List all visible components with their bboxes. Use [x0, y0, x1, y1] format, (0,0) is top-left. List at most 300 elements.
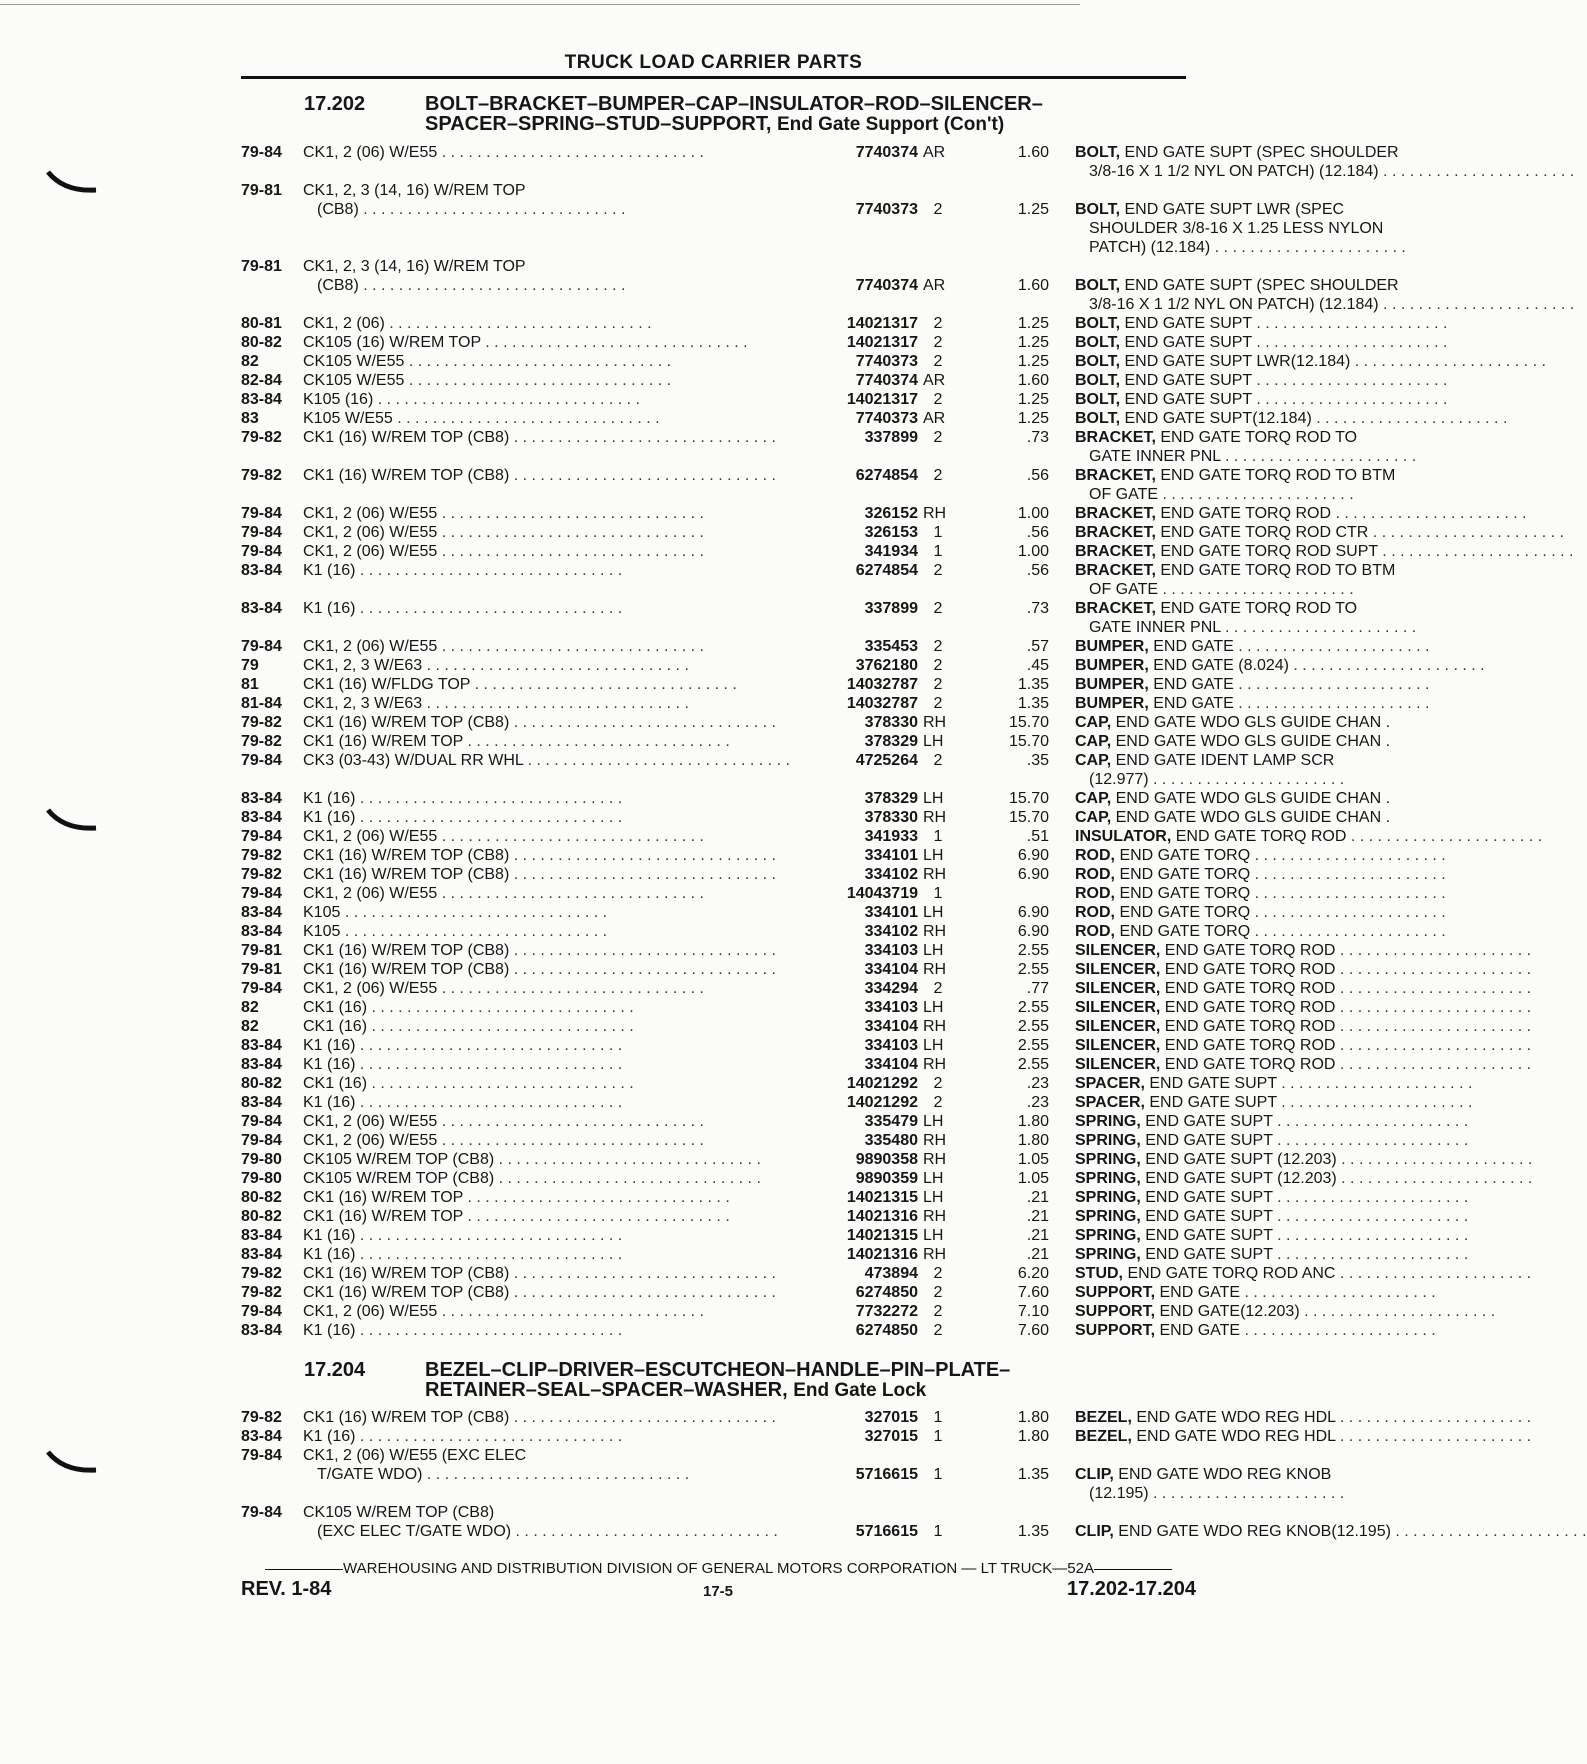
- row-quantity: LH: [923, 1227, 944, 1244]
- description-text: 3/8-16 X 1 1/2 NYL ON PATCH) (12.184): [1089, 163, 1379, 180]
- row-quantity: RH: [923, 714, 947, 731]
- description-text: END GATE WDO REG HDL: [1131, 1409, 1336, 1426]
- row-price: 1.25: [1017, 315, 1049, 332]
- row-part-number: 334102: [803, 922, 918, 941]
- leader-dots: . . . . . . . . . . . . . . . . . . . . . . . . . . . . . .: [437, 1113, 704, 1130]
- row-description: [1075, 143, 1575, 181]
- description-text: END GATE TORQ: [1115, 923, 1251, 940]
- row-part-number: 7740373: [803, 200, 918, 219]
- model-text: CK1 (16) W/REM TOP (CB8): [303, 1284, 510, 1301]
- row-quantity: AR: [923, 144, 946, 161]
- leader-dots: . . . . . . . . . . . . . . . . . . . . . . . . . . . . . .: [509, 961, 776, 978]
- row-description: [1075, 1522, 1587, 1541]
- leader-dots: . . . . . . . . . . . . . . . . . . . . . .: [1335, 1409, 1532, 1426]
- leader-dots: . . . . . . . . . . . . . . . . . . . . . .: [1378, 296, 1575, 313]
- row-model: [303, 789, 807, 808]
- description-keyword: INSULATOR,: [1075, 828, 1172, 845]
- description-text: END GATE TORQ ROD: [1160, 1037, 1336, 1054]
- row-part-number: 378330: [803, 808, 918, 827]
- row-description: [1075, 1093, 1473, 1112]
- row-model: [303, 1321, 807, 1340]
- leader-dots: . . . . . . . . . . . . . . . . . . . . . . . . . . . . . .: [355, 1094, 623, 1111]
- row-year: 79-82: [241, 847, 282, 864]
- row-year: 79-82: [241, 866, 282, 883]
- leader-dots: . . . . . . . . . . . . . . . . . . . . . . . . . . . . . .: [523, 752, 790, 769]
- row-model: [303, 903, 807, 922]
- leader-dots: . . . . . . . . . . . . . . . . . . . . . . . . . . . . . .: [422, 657, 689, 674]
- model-text: (EXC ELEC T/GATE WDO): [317, 1523, 512, 1540]
- row-quantity: 2: [933, 334, 943, 351]
- model-text: CK1 (16) W/REM TOP (CB8): [303, 942, 510, 959]
- row-model: [303, 1017, 807, 1036]
- description-text: END GATE: [1155, 1322, 1241, 1339]
- row-year: 79-82: [241, 1265, 282, 1282]
- leader-dots: . . . . . . . . . . . . . . . . . . . . . .: [1336, 1151, 1533, 1168]
- row-quantity: RH: [923, 1132, 947, 1149]
- row-model: [303, 466, 807, 485]
- leader-dots: . . . . . . . . . . . . . . . . . . . . . .: [1276, 1075, 1473, 1092]
- row-description: [1075, 1264, 1532, 1283]
- row-year: 79: [241, 657, 259, 674]
- description-text: END GATE TORQ ROD ANC: [1123, 1265, 1336, 1282]
- model-text: CK1 (16) W/REM TOP (CB8): [303, 714, 510, 731]
- description-text: END GATE SUPT: [1140, 1113, 1273, 1130]
- row-model: [303, 1131, 807, 1150]
- model-text: CK1 (16): [303, 1075, 368, 1092]
- row-price: .23: [1026, 1075, 1049, 1092]
- description-text: END GATE SUPT: [1120, 315, 1252, 332]
- row-description: [1075, 1017, 1532, 1036]
- row-year: 83-84: [241, 600, 282, 617]
- row-quantity: 2: [933, 657, 943, 674]
- row-quantity: LH: [923, 1189, 944, 1206]
- row-description: [1075, 200, 1433, 257]
- footer-revision: REV. 1-84: [241, 1578, 332, 1600]
- row-part-number: 14021315: [803, 1188, 918, 1207]
- leader-dots: . . . . . . . . . . . . . . . . . . . . . .: [1331, 505, 1527, 522]
- row-quantity: RH: [923, 809, 947, 826]
- leader-dots: . . . . . . . . . . . . . . . . . . . . . . . . . . . . . .: [355, 1322, 623, 1339]
- row-year: 79-81: [241, 961, 282, 978]
- description-keyword: ROD,: [1075, 885, 1115, 902]
- leader-dots: . . . . . . . . . . . . . . . . . . . . . . . . . . . . . .: [340, 904, 608, 921]
- row-quantity: RH: [923, 1246, 947, 1263]
- row-part-number: 335479: [803, 1112, 918, 1131]
- footer-division-text: WAREHOUSING AND DISTRIBUTION DIVISION OF GENERAL MOTORS CORPORATION — LT TRUCK—52A: [343, 1560, 1094, 1577]
- row-price: .21: [1026, 1189, 1049, 1206]
- table-row: [241, 1226, 1469, 1245]
- leader-dots: . . . . . . . . . . . . . . . . . . . . . . . . . . . . . .: [355, 790, 623, 807]
- description-text: END GATE TORQ ROD: [1155, 505, 1332, 522]
- row-year: 79-81: [241, 258, 282, 275]
- row-quantity: LH: [923, 1113, 944, 1130]
- row-description: [1075, 846, 1446, 865]
- model-text: CK1, 2 (06) W/E55: [303, 144, 438, 161]
- row-price: .21: [1026, 1227, 1049, 1244]
- row-model: [303, 1112, 807, 1131]
- table-row: [241, 1188, 1469, 1207]
- model-text: K1 (16): [303, 1227, 356, 1244]
- row-description: [1075, 884, 1446, 903]
- leader-dots: . . . . . . . . . . . . . . . . . . . . . . . . . . . . . .: [404, 353, 672, 370]
- row-price: .51: [1026, 828, 1049, 845]
- row-description: [1075, 466, 1433, 504]
- description-keyword: SPRING,: [1075, 1208, 1141, 1225]
- row-quantity: RH: [923, 923, 947, 940]
- table-row: [241, 1503, 1587, 1541]
- description-keyword: BOLT,: [1075, 277, 1121, 294]
- row-description: [1075, 941, 1532, 960]
- model-text: K1 (16): [303, 1037, 356, 1054]
- description-text: END GATE SUPT (12.203): [1140, 1151, 1337, 1168]
- row-description: [1075, 827, 1543, 846]
- section-number: 17.204: [304, 1359, 366, 1381]
- row-part-number: 334104: [803, 960, 918, 979]
- model-text: CK1, 2, 3 (14, 16) W/REM TOP: [303, 258, 526, 275]
- leader-dots: . . . . . . . . . . . . . . . . . . . . . . . . . . . . . .: [509, 942, 776, 959]
- row-year: 83-84: [241, 790, 282, 807]
- row-model: [303, 1503, 807, 1541]
- row-year: 79-84: [241, 828, 282, 845]
- section-title-line2: RETAINER–SEAL–SPACER–WASHER,: [425, 1379, 788, 1401]
- leader-dots: . . . . . . . . . . . . . . . . . . . . . . . . . . . . . .: [355, 1037, 623, 1054]
- row-quantity: 1: [933, 1409, 943, 1426]
- description-keyword: SUPPORT,: [1075, 1322, 1156, 1339]
- row-year: 82-84: [241, 372, 282, 389]
- row-year: 79-84: [241, 1132, 282, 1149]
- row-description: [1075, 1150, 1533, 1169]
- table-row: [241, 257, 1575, 313]
- row-price: 1.60: [1017, 372, 1049, 389]
- leader-dots: . . . . . . . . . . . . . . . . . . . . . .: [1210, 239, 1406, 256]
- leader-dots: . . . . . . . . . . . . . . . . . . . . . .: [1251, 315, 1448, 332]
- row-model: [303, 1074, 807, 1093]
- row-model: [303, 1427, 807, 1446]
- row-year: 83-84: [241, 1428, 282, 1445]
- description-text: END GATE TORQ ROD TO: [1155, 429, 1358, 446]
- row-price: 1.25: [1017, 410, 1049, 427]
- binder-hole-icon: [44, 1448, 100, 1478]
- row-year: 83-84: [241, 1094, 282, 1111]
- leader-dots: . . . . . . . . . . . . . . . . . . . . . .: [1272, 1227, 1469, 1244]
- table-row: [241, 561, 1396, 599]
- row-part-number: 327015: [803, 1427, 918, 1446]
- row-year: 79-84: [241, 1447, 282, 1464]
- row-part-number: 326153: [803, 523, 918, 542]
- description-keyword: BOLT,: [1075, 391, 1121, 408]
- row-quantity: 1: [933, 524, 943, 541]
- row-price: .35: [1026, 752, 1049, 769]
- leader-dots: . . . . . . . . . . . . . . . . . . . . . . . . . . . . . .: [470, 676, 737, 693]
- row-year: 83-84: [241, 1037, 282, 1054]
- row-description: [1075, 694, 1433, 713]
- row-quantity: RH: [923, 505, 947, 522]
- row-quantity: 2: [933, 752, 943, 769]
- description-text: END GATE: [1148, 638, 1234, 655]
- row-part-number: 7740374: [803, 276, 918, 295]
- row-price: 1.05: [1017, 1151, 1049, 1168]
- description-keyword: CLIP,: [1075, 1523, 1114, 1540]
- row-description: [1075, 1188, 1469, 1207]
- description-keyword: CAP,: [1075, 733, 1112, 750]
- row-part-number: 335453: [803, 637, 918, 656]
- row-description: [1075, 675, 1433, 694]
- row-part-number: 14021315: [803, 1226, 918, 1245]
- description-keyword: SILENCER,: [1075, 961, 1161, 978]
- model-text: (CB8): [317, 277, 359, 294]
- row-model: [303, 561, 807, 580]
- leader-dots: . . . . . . . . . . . . . . . . . . . . . . . . . . . . . .: [367, 1075, 634, 1092]
- leader-dots: . . . . . . . . . . . . . . . . . . . . . . . . . . . . . .: [355, 1246, 623, 1263]
- row-description: [1075, 960, 1532, 979]
- row-price: 1.35: [1017, 695, 1049, 712]
- row-year: 79-82: [241, 1409, 282, 1426]
- row-year: 79-82: [241, 1284, 282, 1301]
- description-keyword: BOLT,: [1075, 353, 1121, 370]
- row-price: 1.35: [1017, 1523, 1049, 1540]
- description-text: END GATE SUPT (SPEC SHOULDER: [1120, 277, 1399, 294]
- row-quantity: 1: [933, 1523, 943, 1540]
- row-quantity: RH: [923, 1151, 947, 1168]
- table-row: [241, 1169, 1533, 1188]
- row-model: [303, 1245, 807, 1264]
- description-keyword: SPRING,: [1075, 1132, 1141, 1149]
- table-row: [241, 998, 1532, 1017]
- model-text: CK1, 2, 3 W/E63: [303, 657, 423, 674]
- description-text: END GATE TORQ ROD: [1160, 1056, 1336, 1073]
- table-row: [241, 333, 1448, 352]
- leader-dots: . . . . . . . . . . . . . . . . . . . . . . . . . . . . . .: [509, 1284, 776, 1301]
- description-keyword: BOLT,: [1075, 144, 1121, 161]
- leader-dots: . . . . . . . . . . . . . . . . . . . . . . . . . . . . . .: [404, 372, 672, 389]
- model-text: CK1 (16) W/REM TOP (CB8): [303, 429, 510, 446]
- description-text: GATE INNER PNL: [1089, 448, 1221, 465]
- row-price: 1.60: [1017, 144, 1049, 161]
- row-model: [303, 1302, 807, 1321]
- leader-dots: . . . . . . . . . . . . . . . . . . . . . . . . . . . . . .: [355, 809, 623, 826]
- row-price: 15.70: [1008, 809, 1049, 826]
- leader-dots: . . . . . . . . . . . . . . . . . . . . . . . . . . . . . .: [367, 1018, 634, 1035]
- row-quantity: LH: [923, 1170, 944, 1187]
- description-text: END GATE TORQ ROD CTR: [1155, 524, 1369, 541]
- row-price: .56: [1026, 524, 1049, 541]
- description-text: END GATE: [1148, 695, 1234, 712]
- row-price: .77: [1026, 980, 1049, 997]
- description-text: END GATE SUPT: [1120, 334, 1252, 351]
- description-keyword: BUMPER,: [1075, 657, 1149, 674]
- row-model: [303, 827, 807, 846]
- row-description: [1075, 979, 1532, 998]
- row-year: 83-84: [241, 904, 282, 921]
- description-text: END GATE WDO GLS GUIDE CHAN .: [1111, 790, 1391, 807]
- table-row: [241, 466, 1396, 504]
- row-model: [303, 428, 807, 447]
- table-row: [241, 523, 1564, 542]
- model-text: K1 (16): [303, 1094, 356, 1111]
- row-year: 80-82: [241, 334, 282, 351]
- table-row: [241, 181, 1406, 256]
- description-text: END GATE TORQ ROD: [1160, 980, 1336, 997]
- row-description: [1075, 1074, 1473, 1093]
- row-price: 1.25: [1017, 334, 1049, 351]
- table-row: [241, 960, 1532, 979]
- row-year: 79-84: [241, 543, 282, 560]
- row-part-number: 378330: [803, 713, 918, 732]
- leader-dots: . . . . . . . . . . . . . . . . . . . . . . . . . . . . . .: [340, 923, 608, 940]
- row-description: [1075, 903, 1446, 922]
- description-keyword: SPACER,: [1075, 1094, 1145, 1111]
- row-year: 79-84: [241, 1504, 282, 1521]
- row-price: 6.90: [1017, 904, 1049, 921]
- model-text: CK1, 2, 3 (14, 16) W/REM TOP: [303, 182, 526, 199]
- row-part-number: 9890358: [803, 1150, 918, 1169]
- table-row: [241, 428, 1417, 466]
- table-row: [241, 1427, 1532, 1446]
- leader-dots: . . . . . . . . . . . . . . . . . . . . . . . . . . . . . .: [463, 1189, 730, 1206]
- leader-dots: . . . . . . . . . . . . . . . . . . . . . . . . . . . . . .: [494, 1170, 761, 1187]
- row-description: [1075, 637, 1433, 656]
- description-keyword: CAP,: [1075, 790, 1112, 807]
- leader-dots: . . . . . . . . . . . . . . . . . . . . . .: [1336, 1170, 1533, 1187]
- row-quantity: 2: [933, 695, 943, 712]
- row-part-number: 337899: [803, 428, 918, 447]
- row-quantity: 1: [933, 885, 943, 902]
- description-text: END GATE TORQ ROD TO: [1155, 600, 1358, 617]
- description-text: END GATE TORQ: [1115, 904, 1251, 921]
- row-description: [1075, 1036, 1532, 1055]
- row-model: [303, 143, 807, 162]
- table-row: [241, 1264, 1532, 1283]
- leader-dots: . . . . . . . . . . . . . . . . . . . . . .: [1251, 391, 1448, 408]
- row-price: 1.35: [1017, 1466, 1049, 1483]
- model-text: T/GATE WDO): [317, 1466, 423, 1483]
- model-text: CK1, 2 (06) W/E55: [303, 505, 438, 522]
- row-model: [303, 998, 807, 1017]
- model-text: CK1, 2 (06) W/E55: [303, 980, 438, 997]
- row-description: [1075, 1226, 1469, 1245]
- description-text: END GATE TORQ: [1115, 866, 1251, 883]
- row-model: [303, 1283, 807, 1302]
- row-description: [1075, 865, 1446, 884]
- description-keyword: SILENCER,: [1075, 980, 1161, 997]
- row-part-number: 6274850: [803, 1283, 918, 1302]
- description-keyword: SUPPORT,: [1075, 1284, 1156, 1301]
- row-model: [303, 371, 807, 390]
- leader-dots: . . . . . . . . . . . . . . . . . . . . . .: [1335, 1265, 1532, 1282]
- description-keyword: CAP,: [1075, 752, 1112, 769]
- row-quantity: 2: [933, 391, 943, 408]
- description-keyword: BRACKET,: [1075, 429, 1156, 446]
- row-quantity: 2: [933, 1265, 943, 1282]
- model-text: (CB8): [317, 201, 359, 218]
- table-row: [241, 941, 1532, 960]
- description-text: END GATE TORQ ROD: [1160, 942, 1336, 959]
- row-price: 2.55: [1017, 1037, 1049, 1054]
- model-text: CK1 (16) W/REM TOP (CB8): [303, 847, 510, 864]
- row-year: 79-84: [241, 1113, 282, 1130]
- model-text: CK1 (16) W/REM TOP (CB8): [303, 1409, 510, 1426]
- row-price: 1.25: [1017, 201, 1049, 218]
- leader-dots: . . . . . . . . . . . . . . . . . . . . . . . . . . . . . .: [494, 1151, 761, 1168]
- row-year: 79-82: [241, 714, 282, 731]
- leader-dots: . . . . . . . . . . . . . . . . . . . . . .: [1272, 1189, 1469, 1206]
- row-part-number: 334104: [803, 1017, 918, 1036]
- row-model: [303, 960, 807, 979]
- model-text: CK1 (16) W/REM TOP (CB8): [303, 866, 510, 883]
- leader-dots: . . . . . . . . . . . . . . . . . . . . . . . . . . . . . .: [511, 1523, 778, 1540]
- description-text: END GATE TORQ ROD SUPT: [1155, 543, 1378, 560]
- description-text: END GATE SUPT LWR (SPEC: [1120, 201, 1345, 218]
- description-text: END GATE: [1148, 676, 1234, 693]
- table-row: [241, 1283, 1436, 1302]
- row-year: 79-84: [241, 752, 282, 769]
- description-text: END GATE SUPT: [1140, 1246, 1273, 1263]
- description-keyword: BOLT,: [1075, 372, 1121, 389]
- row-price: 2.55: [1017, 1056, 1049, 1073]
- row-model: [303, 352, 807, 371]
- leader-dots: . . . . . . . . . . . . . . . . . . . . . .: [1346, 828, 1543, 845]
- row-price: 6.90: [1017, 866, 1049, 883]
- row-price: 1.80: [1017, 1428, 1049, 1445]
- description-text: END GATE TORQ ROD TO BTM: [1155, 562, 1396, 579]
- leader-dots: . . . . . . . . . . . . . . . . . . . . . . . . . . . . . .: [509, 1265, 776, 1282]
- leader-dots: . . . . . . . . . . . . . . . . . . . . . . . . . . . . . .: [373, 391, 640, 408]
- model-text: CK105 (16) W/REM TOP: [303, 334, 481, 351]
- description-text: GATE INNER PNL: [1089, 619, 1221, 636]
- row-quantity: LH: [923, 733, 944, 750]
- row-quantity: 2: [933, 429, 943, 446]
- row-part-number: 334103: [803, 998, 918, 1017]
- leader-dots: . . . . . . . . . . . . . . . . . . . . . . . . . . . . . .: [355, 1227, 623, 1244]
- description-text: END GATE WDO REG HDL: [1131, 1428, 1336, 1445]
- leader-dots: . . . . . . . . . . . . . . . . . . . . . . . . . . . . . .: [422, 695, 689, 712]
- model-text: CK1 (16) W/FLDG TOP: [303, 676, 471, 693]
- row-part-number: 6274854: [803, 561, 918, 580]
- model-text: CK105 W/REM TOP (CB8): [303, 1504, 495, 1521]
- description-keyword: BRACKET,: [1075, 505, 1156, 522]
- row-part-number: 337899: [803, 599, 918, 618]
- row-year: 79-81: [241, 182, 282, 199]
- section-number: 17.202: [304, 93, 366, 115]
- row-part-number: 378329: [803, 732, 918, 751]
- table-row: [241, 371, 1448, 390]
- description-text: END GATE TORQ ROD: [1160, 1018, 1336, 1035]
- row-year: 83-84: [241, 1246, 282, 1263]
- leader-dots: . . . . . . . . . . . . . . . . . . . . . .: [1272, 1208, 1469, 1225]
- row-quantity: 1: [933, 1466, 943, 1483]
- leader-dots: . . . . . . . . . . . . . . . . . . . . . .: [1335, 1056, 1532, 1073]
- description-text: END GATE SUPT(12.184): [1120, 410, 1312, 427]
- model-text: K1 (16): [303, 562, 356, 579]
- leader-dots: . . . . . . . . . . . . . . . . . . . . . . . . . . . . . .: [422, 1466, 690, 1483]
- leader-dots: . . . . . . . . . . . . . . . . . . . . . .: [1220, 448, 1417, 465]
- row-price: 1.05: [1017, 1170, 1049, 1187]
- row-part-number: 341933: [803, 827, 918, 846]
- leader-dots: . . . . . . . . . . . . . . . . . . . . . .: [1251, 372, 1448, 389]
- table-row: [241, 1036, 1532, 1055]
- section-subtitle: End Gate Lock: [793, 1380, 927, 1401]
- row-quantity: AR: [923, 410, 946, 427]
- row-year: 79-84: [241, 505, 282, 522]
- description-text: END GATE TORQ ROD: [1160, 961, 1336, 978]
- row-price: .56: [1026, 467, 1049, 484]
- description-keyword: SILENCER,: [1075, 1037, 1161, 1054]
- description-text: END GATE WDO GLS GUIDE CHAN .: [1111, 809, 1391, 826]
- leader-dots: . . . . . . . . . . . . . . . . . . . . . . . . . . . . . .: [437, 524, 704, 541]
- row-part-number: 334294: [803, 979, 918, 998]
- description-text: SHOULDER 3/8-16 X 1.25 LESS NYLON: [1089, 220, 1384, 237]
- leader-dots: . . . . . . . . . . . . . . . . . . . . . . . . . . . . . .: [509, 429, 776, 446]
